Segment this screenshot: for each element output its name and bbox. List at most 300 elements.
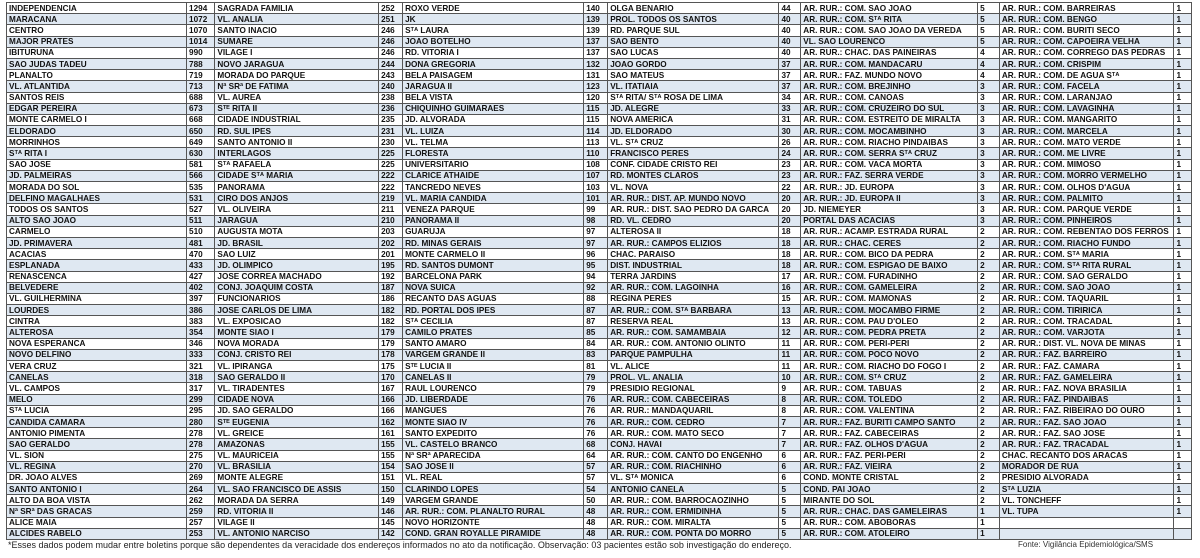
neighborhood-cell: Sᵀᴬ RAFAELA (215, 159, 379, 170)
neighborhood-cell: CLARINDO LOPES (403, 484, 584, 495)
neighborhood-cell: AR. RUR.: COM. MOCAMBO FIRME (801, 305, 978, 316)
neighborhood-cell: JD. SAO GERALDO (215, 405, 379, 416)
neighborhood-cell: MAJOR PRATES (7, 36, 187, 47)
case-count-cell: 17 (779, 271, 801, 282)
case-count-cell: 87 (584, 305, 608, 316)
case-count-cell: 1 (1174, 148, 1192, 159)
neighborhood-cell: DONA GREGORIA (403, 58, 584, 69)
case-count-cell: 18 (779, 260, 801, 271)
case-count-cell: 22 (779, 182, 801, 193)
table-row (7, 305, 1192, 316)
neighborhood-cell: VL. ATLANTIDA (7, 81, 187, 92)
neighborhood-cell: VL. TUPA (999, 506, 1174, 517)
neighborhood-cell: AR. RUR.: COM. MANDACARU (801, 58, 978, 69)
case-count-cell: 333 (187, 349, 215, 360)
case-count-cell: 5 (779, 484, 801, 495)
case-count-cell: 3 (978, 148, 1000, 159)
case-count-cell: 167 (379, 383, 403, 394)
neighborhood-cell: MIRANTE DO SOL (801, 495, 978, 506)
neighborhood-cell: SAO LUCAS (608, 47, 779, 58)
table-row (7, 372, 1192, 383)
case-count-cell: 95 (584, 260, 608, 271)
case-count-cell: 3 (978, 215, 1000, 226)
neighborhood-cell: VL. ITATIAIA (608, 81, 779, 92)
neighborhood-cell: AR. RUR.: COM. PLANALTO RURAL (403, 506, 584, 517)
case-count-cell: 262 (187, 495, 215, 506)
case-count-cell: 1294 (187, 3, 215, 14)
table-row (7, 394, 1192, 405)
neighborhood-cell: AR. RUR.: COM. LAGOINHA (608, 282, 779, 293)
case-count-cell: 115 (584, 103, 608, 114)
table-row (7, 92, 1192, 103)
neighborhood-cell: Sᵀᴬ LUCIA (7, 405, 187, 416)
case-count-cell: 76 (584, 405, 608, 416)
case-count-cell: 236 (379, 103, 403, 114)
case-count-cell: 1 (1174, 70, 1192, 81)
neighborhood-cell: VL. Sᵀᴬ MONICA (608, 472, 779, 483)
case-count-cell: 1 (1174, 215, 1192, 226)
case-count-cell: 238 (379, 92, 403, 103)
neighborhood-cell: Sᵀᴱ LUCIA II (403, 361, 584, 372)
neighborhood-cell: AR. RUR.: COM. MIMOSO (999, 159, 1174, 170)
neighborhood-cell: SANTO AMARO (403, 338, 584, 349)
case-count-cell: 252 (379, 3, 403, 14)
neighborhood-cell: AR. RUR.: COM. CRISPIM (999, 58, 1174, 69)
neighborhood-cell: AR. RUR.: DIST. AP. MUNDO NOVO (608, 193, 779, 204)
neighborhood-cell: VL. AUREA (215, 92, 379, 103)
neighborhood-cell: AR. RUR.: COM. MATO VERDE (999, 137, 1174, 148)
case-count-cell: 81 (584, 361, 608, 372)
neighborhood-cell: AR. RUR.: COM. LARANJAO (999, 92, 1174, 103)
neighborhood-cell: RECANTO DAS AGUAS (403, 293, 584, 304)
neighborhood-cell: VENEZA PARQUE (403, 204, 584, 215)
case-count-cell: 1 (1174, 472, 1192, 483)
neighborhood-cell: VL. MARIA CANDIDA (403, 193, 584, 204)
neighborhood-cell: RESERVA REAL (608, 316, 779, 327)
neighborhood-cell: FLORESTA (403, 148, 584, 159)
neighborhood-cell: CENTRO (7, 25, 187, 36)
table-row (7, 237, 1192, 248)
neighborhood-cell: JD. LIBERDADE (403, 394, 584, 405)
neighborhood-cell: SANTO INACIO (215, 25, 379, 36)
case-count-cell: 10 (779, 372, 801, 383)
neighborhood-cell: MONTE CARMELO I (7, 114, 187, 125)
neighborhood-cell: PLANALTO (7, 70, 187, 81)
neighborhood-cell: SANTO ANTONIO I (7, 484, 187, 495)
neighborhood-cell: SAO JUDAS TADEU (7, 58, 187, 69)
case-count-cell: 1 (1174, 249, 1192, 260)
neighborhood-cell: JD. ALEGRE (608, 103, 779, 114)
case-count-cell: 123 (584, 81, 608, 92)
case-count-cell (1174, 517, 1192, 528)
neighborhood-cell: ANTONIO CANELA (608, 484, 779, 495)
table-row (7, 528, 1192, 539)
neighborhood-cell: CONJ. HAVAI (608, 439, 779, 450)
neighborhood-cell: CAMILO PRATES (403, 327, 584, 338)
neighborhood-cell: ELDORADO (7, 126, 187, 137)
case-count-cell: 269 (187, 472, 215, 483)
neighborhood-cell: IBITURUNA (7, 47, 187, 58)
neighborhood-cell: JOSE CORREA MACHADO (215, 271, 379, 282)
case-count-cell: 5 (779, 506, 801, 517)
case-count-cell: 2 (978, 226, 1000, 237)
neighborhood-cell: AR. RUR.: CHAC. CERES (801, 237, 978, 248)
table-row (7, 70, 1192, 81)
case-count-cell: 11 (779, 361, 801, 372)
case-count-cell: 1072 (187, 14, 215, 25)
neighborhood-cell: SAO JOSE II (403, 461, 584, 472)
case-count-cell: 788 (187, 58, 215, 69)
case-count-cell: 120 (584, 92, 608, 103)
case-count-cell: 54 (584, 484, 608, 495)
neighborhood-cell: AR. RUR.: COM. BURITI SECO (999, 25, 1174, 36)
neighborhood-cell: SANTO ANTONIO II (215, 137, 379, 148)
neighborhood-cell: AR. RUR.: FAZ. CAMARA (999, 361, 1174, 372)
neighborhood-cell: EDGAR PEREIRA (7, 103, 187, 114)
case-count-cell: 531 (187, 193, 215, 204)
case-count-cell: 179 (379, 338, 403, 349)
case-count-cell: 1 (1174, 271, 1192, 282)
neighborhood-cell: AR. RUR.: COM. ABOBORAS (801, 517, 978, 528)
case-count-cell: 87 (584, 316, 608, 327)
neighborhood-cell: JD. BRASIL (215, 237, 379, 248)
neighborhood-cell: AR. RUR.: COM. RIACHO DO FOGO I (801, 361, 978, 372)
case-count-cell: 2 (978, 338, 1000, 349)
neighborhood-cell: DR. JOAO ALVES (7, 472, 187, 483)
case-count-cell: 2 (978, 416, 1000, 427)
case-count-cell: 149 (379, 495, 403, 506)
neighborhood-cell: RD. VITORIA II (215, 506, 379, 517)
neighborhood-cell: PANORAMA II (403, 215, 584, 226)
neighborhood-cell: CANDIDA CAMARA (7, 416, 187, 427)
case-count-cell: 1 (1174, 439, 1192, 450)
case-count-cell: 37 (779, 70, 801, 81)
neighborhood-cell: PORTAL DAS ACACIAS (801, 215, 978, 226)
case-count-cell: 110 (584, 148, 608, 159)
case-count-cell: 8 (779, 394, 801, 405)
case-count-cell: 92 (584, 282, 608, 293)
case-count-cell: 3 (978, 137, 1000, 148)
case-count-cell: 397 (187, 293, 215, 304)
table-row (7, 25, 1192, 36)
case-count-cell: 650 (187, 126, 215, 137)
neighborhood-cell: AR. RUR.: FAZ. CABECEIRAS (801, 428, 978, 439)
case-count-cell: 146 (379, 506, 403, 517)
case-count-cell: 3 (978, 103, 1000, 114)
neighborhood-cell: AR. RUR.: FAZ. VIEIRA (801, 461, 978, 472)
neighborhood-cell: AR. RUR.: DIST. VL. NOVA DE MINAS (999, 338, 1174, 349)
neighborhood-cell: VL. OLIVEIRA (215, 204, 379, 215)
neighborhood-cell: ALTEROSA II (608, 226, 779, 237)
case-count-cell: 270 (187, 461, 215, 472)
neighborhood-cell: AMAZONAS (215, 439, 379, 450)
neighborhood-cell: VERA CRUZ (7, 361, 187, 372)
neighborhood-cell: JARAGUA II (403, 81, 584, 92)
neighborhood-cell: UNIVERSITARIO (403, 159, 584, 170)
neighborhood-cell: CIDADE NOVA (215, 394, 379, 405)
neighborhood-cell: OLGA BENARIO (608, 3, 779, 14)
table-row (7, 327, 1192, 338)
case-count-cell: 1 (1174, 103, 1192, 114)
case-count-cell: 2 (978, 282, 1000, 293)
neighborhood-cases-table (6, 2, 1192, 540)
neighborhood-cell: AR. RUR.: COM. PONTA DO MORRO (608, 528, 779, 539)
case-count-cell: 79 (584, 372, 608, 383)
neighborhood-cell: RD. MONTES CLAROS (608, 170, 779, 181)
neighborhood-cell: AR. RUR.: COM. ME LIVRE (999, 148, 1174, 159)
case-count-cell: 113 (584, 137, 608, 148)
case-count-cell: 2 (978, 495, 1000, 506)
neighborhood-cell: NOVA AMERICA (608, 114, 779, 125)
table-row (7, 383, 1192, 394)
case-count-cell: 246 (379, 47, 403, 58)
neighborhood-cell: SANTO EXPEDITO (403, 428, 584, 439)
table-row (7, 249, 1192, 260)
neighborhood-cell: AR. RUR.: COM. Sᵀᴬ CRUZ (801, 372, 978, 383)
case-count-cell: 2 (978, 461, 1000, 472)
neighborhood-cell: COND. MONTE CRISTAL (801, 472, 978, 483)
case-count-cell: 1 (1174, 495, 1192, 506)
neighborhood-cell: MORRINHOS (7, 137, 187, 148)
case-count-cell: 1 (1174, 338, 1192, 349)
neighborhood-cell: VILAGE I (215, 47, 379, 58)
case-count-cell: 295 (187, 405, 215, 416)
case-count-cell: 20 (779, 193, 801, 204)
neighborhood-cell: CIDADE Sᵀᴬ MARIA (215, 170, 379, 181)
case-count-cell: 427 (187, 271, 215, 282)
case-count-cell: 3 (978, 159, 1000, 170)
neighborhood-cell: AR. RUR.: CHAC. DAS PAINEIRAS (801, 47, 978, 58)
neighborhood-cell: VL. LUIZA (403, 126, 584, 137)
case-count-cell: 3 (978, 182, 1000, 193)
table-row (7, 226, 1192, 237)
neighborhood-cell: RENASCENCA (7, 271, 187, 282)
neighborhood-cell: AR. RUR.: FAZ. BARREIRO (999, 349, 1174, 360)
case-count-cell: 68 (584, 439, 608, 450)
neighborhood-cell: MONTE CARMELO II (403, 249, 584, 260)
case-count-cell: 166 (379, 405, 403, 416)
case-count-cell: 1 (978, 506, 1000, 517)
case-count-cell: 1 (1174, 383, 1192, 394)
neighborhood-cell: ESPLANADA (7, 260, 187, 271)
case-count-cell: 2 (978, 271, 1000, 282)
table-row (7, 170, 1192, 181)
case-count-cell: 225 (379, 159, 403, 170)
case-count-cell: 162 (379, 416, 403, 427)
neighborhood-cell: Nª SRª APARECIDA (403, 450, 584, 461)
neighborhood-cell: JOSE CARLOS DE LIMA (215, 305, 379, 316)
table-row (7, 506, 1192, 517)
neighborhood-cell: Sᵀᴱ EUGENIA (215, 416, 379, 427)
table-row (7, 439, 1192, 450)
neighborhood-cell: MORADA DO PARQUE (215, 70, 379, 81)
case-count-cell: 1 (1174, 349, 1192, 360)
neighborhood-cell: NOVA ESPERANCA (7, 338, 187, 349)
case-count-cell: 9 (779, 383, 801, 394)
case-count-cell: 2 (978, 305, 1000, 316)
case-count-cell: 3 (978, 126, 1000, 137)
neighborhood-cell: VL. SAO FRANCISCO DE ASSIS (215, 484, 379, 495)
table-row (7, 361, 1192, 372)
case-count-cell: 140 (584, 3, 608, 14)
table-row (7, 36, 1192, 47)
neighborhood-cell: VL. BRASILIA (215, 461, 379, 472)
neighborhood-cell: CHAC. RECANTO DOS ARACAS (999, 450, 1174, 461)
neighborhood-cell: CHAC. PARAISO (608, 249, 779, 260)
table-row (7, 495, 1192, 506)
case-count-cell: 317 (187, 383, 215, 394)
neighborhood-cell: CLARICE ATHAIDE (403, 170, 584, 181)
case-count-cell: 719 (187, 70, 215, 81)
neighborhood-cell: NOVO JARAGUA (215, 58, 379, 69)
neighborhood-cell: AR. RUR.: FAZ. SAO JOSE (999, 428, 1174, 439)
table-row (7, 484, 1192, 495)
case-count-cell: 57 (584, 472, 608, 483)
neighborhood-cell: MORADA DA SERRA (215, 495, 379, 506)
neighborhood-cell: AR. RUR.: COM. ERMIDINHA (608, 506, 779, 517)
case-count-cell: 581 (187, 159, 215, 170)
case-count-cell: 108 (584, 159, 608, 170)
neighborhood-cell: RD. VL. CEDRO (608, 215, 779, 226)
case-count-cell: 1 (1174, 14, 1192, 25)
case-count-cell: 175 (379, 361, 403, 372)
table-row (7, 114, 1192, 125)
case-count-cell: 253 (187, 528, 215, 539)
case-count-cell: 2 (978, 405, 1000, 416)
case-count-cell: 145 (379, 517, 403, 528)
case-count-cell: 1 (1174, 394, 1192, 405)
neighborhood-cell: ANTONIO PIMENTA (7, 428, 187, 439)
case-count-cell: 48 (584, 506, 608, 517)
table-row (7, 47, 1192, 58)
table-row (7, 182, 1192, 193)
case-count-cell: 18 (779, 237, 801, 248)
table-row (7, 260, 1192, 271)
case-count-cell: 1 (1174, 204, 1192, 215)
case-count-cell: 354 (187, 327, 215, 338)
neighborhood-cell: AR. RUR.: COM. SERRA Sᵀᴬ CRUZ (801, 148, 978, 159)
case-count-cell: 26 (779, 137, 801, 148)
neighborhood-cell: AR. RUR.: FAZ. SERRA VERDE (801, 170, 978, 181)
case-count-cell: 222 (379, 182, 403, 193)
neighborhood-cell: AR. RUR.: COM. SAO GERALDO (999, 271, 1174, 282)
case-count-cell: 33 (779, 103, 801, 114)
case-count-cell: 1 (1174, 428, 1192, 439)
case-count-cell: 76 (584, 394, 608, 405)
neighborhood-cell: AR. RUR.: COM. RIACHO FUNDO (999, 237, 1174, 248)
neighborhood-cell: RD. SUL IPES (215, 126, 379, 137)
neighborhood-cell: AR. RUR.: COM. ESPIGAO DE BAIXO (801, 260, 978, 271)
neighborhood-cell: MORADA DO SOL (7, 182, 187, 193)
neighborhood-cell: GUARUJA (403, 226, 584, 237)
neighborhood-cell: MONTE SIAO IV (403, 416, 584, 427)
case-count-cell: 1 (1174, 327, 1192, 338)
case-count-cell: 7 (779, 439, 801, 450)
case-count-cell: 132 (584, 58, 608, 69)
case-count-cell: 2 (978, 484, 1000, 495)
case-count-cell: 155 (379, 450, 403, 461)
case-count-cell: 1 (1174, 81, 1192, 92)
case-count-cell: 1 (1174, 3, 1192, 14)
case-count-cell: 131 (584, 70, 608, 81)
neighborhood-cell: SAO MATEUS (608, 70, 779, 81)
neighborhood-cell: AR. RUR.: COM. BREJINHO (801, 81, 978, 92)
table-row (7, 416, 1192, 427)
case-count-cell: 470 (187, 249, 215, 260)
neighborhood-cell: JD. PALMEIRAS (7, 170, 187, 181)
case-count-cell: 114 (584, 126, 608, 137)
neighborhood-cell: AR. RUR.: COM. REBENTAO DOS FERROS (999, 226, 1174, 237)
neighborhood-cell: VL. MAURICEIA (215, 450, 379, 461)
case-count-cell: 44 (779, 3, 801, 14)
table-row (7, 159, 1192, 170)
case-count-cell: 154 (379, 461, 403, 472)
case-count-cell: 13 (779, 305, 801, 316)
neighborhood-cell: PRESIDIO REGIONAL (608, 383, 779, 394)
neighborhood-cell (999, 528, 1174, 539)
case-count-cell: 2 (978, 394, 1000, 405)
case-count-cell: 192 (379, 271, 403, 282)
neighborhood-cell: AR. RUR.: FAZ. GAMELEIRA (999, 372, 1174, 383)
case-count-cell: 2 (978, 372, 1000, 383)
neighborhood-cell: AR. RUR.: COM. Sᵀᴬ RITA RURAL (999, 260, 1174, 271)
case-count-cell: 40 (779, 47, 801, 58)
case-count-cell: 50 (584, 495, 608, 506)
case-count-cell: 11 (779, 338, 801, 349)
neighborhood-cell: AR. RUR.: COM. ANTONIO OLINTO (608, 338, 779, 349)
neighborhood-cell: VL. IPIRANGA (215, 361, 379, 372)
neighborhood-cell: AR. RUR.: COM. SAO JOAO DA VEREDA (801, 25, 978, 36)
case-count-cell (1174, 528, 1192, 539)
neighborhood-cell: AR. RUR.: COM. PINHEIROS (999, 215, 1174, 226)
case-count-cell: 5 (978, 36, 1000, 47)
neighborhood-cell: ALICE MAIA (7, 517, 187, 528)
neighborhood-cell: CANELAS II (403, 372, 584, 383)
neighborhood-cell: AR. RUR.: COM. OLHOS D'AGUA (999, 182, 1174, 193)
neighborhood-cell: AR. RUR.: COM. PEDRA PRETA (801, 327, 978, 338)
case-count-cell: 3 (978, 92, 1000, 103)
table-row (7, 338, 1192, 349)
neighborhood-cell: AR. RUR.: COM. RIACHINHO (608, 461, 779, 472)
table-row (7, 428, 1192, 439)
case-count-cell: 1 (1174, 126, 1192, 137)
neighborhood-cell: SAO GERALDO II (215, 372, 379, 383)
neighborhood-cell: AR. RUR.: JD. EUROPA II (801, 193, 978, 204)
case-count-cell: 64 (584, 450, 608, 461)
case-count-cell: 18 (779, 249, 801, 260)
case-count-cell: 566 (187, 170, 215, 181)
case-count-cell: 2 (978, 472, 1000, 483)
neighborhood-cell: JOAO GORDO (608, 58, 779, 69)
neighborhood-cell: AR. RUR.: COM. PARQUE VERDE (999, 204, 1174, 215)
neighborhood-cell: JARAGUA (215, 215, 379, 226)
neighborhood-cell: AR. RUR.: COM. VALENTINA (801, 405, 978, 416)
case-count-cell: 186 (379, 293, 403, 304)
neighborhood-cell: JK (403, 14, 584, 25)
neighborhood-cell: RAUL LOURENCO (403, 383, 584, 394)
table-row (7, 81, 1192, 92)
footnote: *Esses dados podem mudar entre boletins porque são dependentes da veracidade dos endereços informados no ato da notificação. Observação: 03 pacientes estão sob investigação do endereço. (8, 540, 792, 550)
neighborhood-cell: JD. PRIMAVERA (7, 237, 187, 248)
neighborhood-cell: JD. OLIMPICO (215, 260, 379, 271)
case-count-cell: 11 (779, 349, 801, 360)
case-count-cell: 210 (379, 215, 403, 226)
neighborhood-cell: COND. GRAN ROYALLE PIRAMIDE (403, 528, 584, 539)
neighborhood-cell: VILAGE II (215, 517, 379, 528)
case-count-cell: 231 (379, 126, 403, 137)
case-count-cell: 688 (187, 92, 215, 103)
table-row (7, 103, 1192, 114)
